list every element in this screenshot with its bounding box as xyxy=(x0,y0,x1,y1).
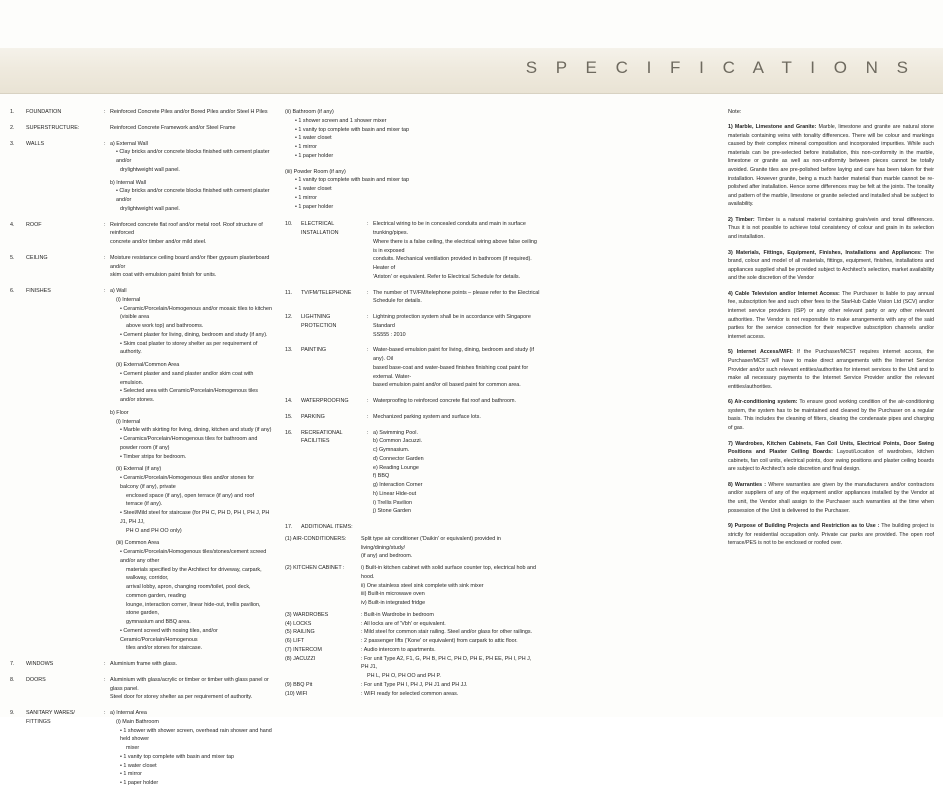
note-heading: 7) Wardrobes, Kitchen Cabinets, Fan Coil Units, Electrical Points, Door Swing Positions and Plaster Ceiling Boards: xyxy=(728,440,934,456)
item-label: TV/FM/TELEPHONE xyxy=(301,289,352,296)
detail-line: based base-coat and water-based finishes finishing coat paint for external. Water- xyxy=(373,364,529,380)
note-air-conditioning-system xyxy=(728,398,934,432)
note-marble-limestone-granite xyxy=(728,123,934,209)
detail-line: • Ceramic/Porcelain/Homogenous tiles/stones/cement screed and/or any other xyxy=(120,549,267,564)
additional-item-air-conditioners xyxy=(285,535,540,561)
detail-line: skim coat with emulsion paint finish for units. xyxy=(110,272,217,279)
detail-line: • Steel/Mild steel for staircase (for PH C, PH D, PH I, PH J, PH J1, PH JJ, xyxy=(120,510,270,525)
spec-item-recreational-facilities xyxy=(285,429,540,517)
block-title: (ii) Bathroom (if any) xyxy=(285,109,334,115)
item-body: Aluminium frame with glass. xyxy=(110,661,178,667)
note-warranties xyxy=(728,481,934,515)
spec-item-additional-items xyxy=(285,523,540,532)
value-line: : For unit Type A2, F1, G, PH B, PH C, PH D, PH E, PH EE, PH I, PH J, PH J1, xyxy=(361,655,532,671)
item-number: 10. xyxy=(285,221,293,228)
detail-line: enclosed space (if any), open terrace (if any) and roof terrace (if any). xyxy=(126,492,254,508)
value-extra-line: iv) Built-in integrated fridge xyxy=(361,600,426,606)
item-number: 12. xyxy=(285,314,293,320)
detail-line: Schedule for details. xyxy=(373,298,422,305)
additional-item-key: (8) JACUZZI xyxy=(285,655,316,662)
spec-item-tv-fm-telephone xyxy=(285,289,540,307)
item-body: Waterproofing to reinforced concrete flat roof and bathroom. xyxy=(373,398,517,404)
additional-item-key: (4) LOCKS xyxy=(285,620,312,627)
item-body-first-line: a) Swimming Pool. xyxy=(373,429,418,436)
additional-item-key: (3) WARDROBES xyxy=(285,611,329,618)
item-colon: : xyxy=(367,221,369,228)
item-number: 17. xyxy=(285,524,293,530)
item-body-first-line: Lightning protection system shall be in accordance with Singapore Standard xyxy=(373,314,531,329)
additional-item-wifi xyxy=(285,690,540,699)
detail-line: • 1 paper holder xyxy=(295,203,334,210)
header-rule-bottom xyxy=(0,93,943,94)
item-colon: : xyxy=(367,429,369,436)
detail-line: materials specified by the Architect for driveway, carpark, walkway, corridor, xyxy=(126,566,262,582)
item-colon: : xyxy=(367,347,369,354)
item-label: DOORS xyxy=(26,676,46,683)
value-extra-line: iii) Built-in microwave oven xyxy=(361,591,425,598)
item-body-first-line: a) Wall xyxy=(110,288,127,294)
detail-line: • 1 shower with shower screen, overhead rain shower and hand held shower xyxy=(120,727,272,743)
item-number: 14. xyxy=(285,398,293,404)
item-body-first-line: a) External Wall xyxy=(110,140,148,147)
item-label: CEILING xyxy=(26,254,48,261)
additional-item-key: (1) AIR-CONDITIONERS: xyxy=(285,535,347,542)
detail-line: conduits. Mechanical ventilation provided in bathroom (if required). Heater of xyxy=(373,256,532,271)
detail-line: (i) Internal xyxy=(116,296,141,303)
detail-line: c) Gymnasium. xyxy=(373,447,410,453)
item-label xyxy=(301,429,367,447)
spec-item-parking xyxy=(285,413,540,422)
item-colon: : xyxy=(104,288,106,294)
additional-item-key: (9) BBQ Pit xyxy=(285,681,313,688)
detail-line: f) BBQ xyxy=(373,473,390,480)
note-text: Where warranties are given by the manufacturers and/or contractors and/or suppliers of any of the equipment and/or appliances installed by the Vendor at the unit, the Vendor shall assign to the Purchaser such warranties at the time when possession of the Unit is delivered to the Purchaser. xyxy=(728,481,934,514)
additional-item-intercom xyxy=(285,646,540,655)
spec-item-waterproofing xyxy=(285,397,540,406)
detail-line: g) Interaction Corner xyxy=(373,482,423,488)
spec-item-walls xyxy=(10,140,272,214)
additional-item-value xyxy=(361,564,540,608)
item-colon: : xyxy=(104,676,106,683)
detail-line: mixer xyxy=(126,745,140,751)
column-one xyxy=(10,108,272,795)
additional-item-value: : All locks are of 'Vbh' or equivalent. xyxy=(361,620,446,627)
item-body xyxy=(110,287,272,653)
item-label: PAINTING xyxy=(301,347,327,354)
item-number: 8. xyxy=(10,676,15,683)
detail-line: j) Stone Garden xyxy=(373,508,412,515)
bathroom-block xyxy=(285,108,540,161)
item-label xyxy=(26,709,104,727)
item-body xyxy=(373,346,540,390)
item-colon: : xyxy=(104,661,106,667)
detail-line: Where there is a false ceiling, the electrical wiring above false ceiling is in exposed xyxy=(373,238,537,254)
spec-item-sanitary-wares xyxy=(10,709,272,788)
item-body-first-line: a) Internal Area xyxy=(110,710,147,716)
detail-line: drylightweight wall panel. xyxy=(120,166,180,173)
item-number: 1. xyxy=(10,109,15,115)
detail-line: based emulsion paint and/or oil based paint for common area. xyxy=(373,382,521,389)
item-body: Reinforced Concrete Framework and/or Steel Frame xyxy=(110,124,236,131)
note-heading: 4) Cable Television and/or Internet Access: xyxy=(728,290,840,297)
item-colon: : xyxy=(104,254,106,261)
detail-line: i) Trellis Pavilion xyxy=(373,499,412,506)
note-heading: 3) Materials, Fittings, Equipment, Finishes, Installations and Appliances: xyxy=(728,249,922,256)
note-text: The brand, colour and model of all materials, fittings, equipment, finishes, installations and appliances supplied shall be provided subject to Architect's selection, market availability and the sole discretion of the Vendor xyxy=(728,249,934,282)
item-label: WALLS xyxy=(26,140,45,147)
item-body xyxy=(110,709,272,788)
detail-line: arrival lobby, apron, changing room/toilet, pool deck, common garden, reading xyxy=(126,584,251,599)
item-number: 13. xyxy=(285,347,293,354)
note-text: Layout/Location of wardrobes, kitchen cabinets, fan coil units, electrical points, door swing positions and plaster ceiling boards are subject to Architect's sole discretion and final design. xyxy=(728,449,934,473)
detail-line: (iii) Common Area xyxy=(116,540,160,547)
detail-line: • 1 vanity top complete with basin and mixer tap xyxy=(120,753,234,760)
note-wardrobes-cabinets xyxy=(728,440,934,474)
detail-line: • Skim coat plaster to storey shelter as per requirement of authority. xyxy=(120,340,258,356)
note-purpose-restriction xyxy=(728,522,934,548)
item-label-line1: LIGHTNING xyxy=(301,314,331,320)
item-body xyxy=(110,221,272,247)
item-number: 9. xyxy=(10,710,15,716)
detail-line: b) Internal Wall xyxy=(110,179,147,186)
note-heading: 6) Air-conditioning system: xyxy=(728,399,798,406)
additional-item-value: : Audio intercom to apartments. xyxy=(361,646,436,653)
spec-item-doors xyxy=(10,676,272,702)
additional-item-railing xyxy=(285,628,540,637)
item-body xyxy=(110,254,272,280)
detail-line: • 1 water closet xyxy=(295,135,332,142)
item-label xyxy=(301,220,367,238)
item-body xyxy=(373,289,540,307)
note-text: Timber is a natural material containing grain/vein and tonal differences. Thus it is not possible to achieve total consistency of colour and grain in its selection and installation. xyxy=(728,216,935,240)
notes-title: Note: xyxy=(728,109,742,115)
additional-item-value: : Built-in Wardrobe in bedroom xyxy=(361,611,434,618)
item-body xyxy=(373,313,540,339)
item-body xyxy=(110,676,272,702)
detail-line: • Clay bricks and/or concrete blocks finished with cement plaster and/or xyxy=(116,188,270,203)
spec-item-painting xyxy=(285,346,540,390)
additional-item-key: (2) KITCHEN CABINET : xyxy=(285,565,345,571)
detail-line: • 1 water closet xyxy=(295,186,332,192)
item-body-first-line: Electrical wiring to be in concealed conduits and main in surface trunking/pipes. xyxy=(373,221,526,236)
note-materials-fittings xyxy=(728,249,934,283)
item-body: Mechanized parking system and surface lots. xyxy=(373,413,481,420)
detail-line: 'Ariston' or equivalent. Refer to Electrical Schedule for details. xyxy=(373,273,521,280)
item-label-line2: FACILITIES xyxy=(301,438,330,445)
item-label: FOUNDATION xyxy=(26,109,62,115)
item-body-first-line: Moisture resistance ceiling board and/or fiber gypsum plasterboard and/or xyxy=(110,254,270,270)
item-number: 11. xyxy=(285,289,293,296)
detail-line: above work top) and bathrooms. xyxy=(126,323,204,329)
item-number: 7. xyxy=(10,661,15,667)
note-heading: 8) Warranties : xyxy=(728,481,767,488)
detail-line: (i) Internal xyxy=(116,418,141,425)
additional-items-list xyxy=(285,535,540,699)
item-colon: : xyxy=(104,140,106,147)
item-colon: : xyxy=(104,710,106,716)
note-timber xyxy=(728,216,934,242)
detail-line: • Ceramic/Porcelain/Homogenous tiles and/or stones for balcony (if any), private xyxy=(120,475,255,490)
detail-line: Steel door for storey shelter as per requirement of authority. xyxy=(110,694,253,701)
detail-line: h) Linear Hide-out xyxy=(373,490,417,497)
value-extra-line: PH L, PH O, PH OO and PH P. xyxy=(367,673,441,679)
column-two xyxy=(285,108,540,698)
item-label-line2: INSTALLATION xyxy=(301,230,339,236)
note-cable-television-internet xyxy=(728,290,934,341)
spec-item-superstructure xyxy=(10,124,272,133)
note-heading: 2) Timber: xyxy=(728,216,755,223)
detail-line: • 1 mirror xyxy=(120,771,142,778)
detail-line: lounge, interaction corner, linear hide-out, trellis pavilion, stone garden, xyxy=(126,601,261,617)
item-colon: : xyxy=(104,221,106,228)
detail-line: PH O and PH OO only) xyxy=(126,527,182,534)
detail-line: b) Floor xyxy=(110,409,129,416)
note-heading: 1) Marble, Limestone and Granite: xyxy=(728,124,817,131)
additional-item-key: (5) RAILING xyxy=(285,629,315,636)
detail-line: • Cement plaster for living, dining, bedroom and study (if any). xyxy=(120,331,268,338)
detail-line: • Marble with skirting for living, dining, kitchen and study (if any) xyxy=(120,427,272,434)
item-body xyxy=(110,140,272,214)
detail-line: • 1 paper holder xyxy=(120,780,159,786)
additional-item-bbq-pit xyxy=(285,681,540,690)
item-label: ADDITIONAL ITEMS: xyxy=(301,524,353,530)
spec-item-finishes xyxy=(10,287,272,653)
detail-line: • Timber strips for bedroom. xyxy=(120,453,187,460)
detail-line: drylightweight wall panel. xyxy=(120,205,180,212)
detail-line: tiles and/or stones for staircase. xyxy=(126,645,203,652)
additional-item-jacuzzi xyxy=(285,655,540,681)
item-number: 16. xyxy=(285,429,293,436)
note-internet-access-wifi xyxy=(728,348,934,391)
item-label-line1: SANITARY WARES/ xyxy=(26,710,75,716)
detail-line: • Ceramics/Porcelain/Homogenous tiles for bathroom and powder room (if any) xyxy=(120,436,258,451)
spec-item-roof xyxy=(10,221,272,247)
item-body xyxy=(373,220,540,281)
spec-item-lightning-protection xyxy=(285,313,540,339)
additional-item-value xyxy=(361,655,540,681)
item-body: Reinforced Concrete Piles and/or Bored Piles and/or Steel H Piles xyxy=(110,109,268,115)
detail-line: (ii) External/Common Area xyxy=(116,362,180,368)
additional-item-value: : WIFI ready for selected common areas. xyxy=(361,690,459,697)
item-label-line2: FITTINGS xyxy=(26,718,51,725)
detail-line: d) Connector Garden xyxy=(373,455,424,462)
item-label xyxy=(301,313,367,331)
item-body-first-line: The number of TV/FM/telephone points – please refer to the Electrical xyxy=(373,289,540,296)
detail-line: gymnasium and BBQ area. xyxy=(126,619,191,625)
detail-line: concrete and/or timber and/or mild steel. xyxy=(110,239,207,245)
detail-line: • 1 water closet xyxy=(120,762,157,769)
item-label-line2: PROTECTION xyxy=(301,322,337,329)
detail-line: • 1 paper holder xyxy=(295,152,334,159)
item-number: 6. xyxy=(10,288,15,294)
detail-line: e) Reading Lounge xyxy=(373,464,419,471)
additional-item-key: (6) LIFT xyxy=(285,638,305,644)
item-label: SUPERSTRUCTURE: xyxy=(26,124,80,131)
note-text: Marble, limestone and granite are natural stone materials containing veins with tonality differences. There will be colour and markings caused by their complex mineral composition and incorporated impurities. While such materials can be pre-selected before installation, this non-conformity in the marble, limestone or granite as well as non-uniformity between pieces cannot be totally avoided. Granite tiles are pre-polished before laying and care has been taken for their installation. However granite, being a much harder material than marble cannot be re-polished after installation. Hence some differences may be felt at the joints. The tonality and pattern of the marble, limestone or granite selected and installed shall be subject to availability. xyxy=(728,124,934,208)
item-body-first-line: Reinforced concrete flat roof and/or metal roof. Roof structure of reinforced xyxy=(110,221,263,237)
additional-item-kitchen-cabinet xyxy=(285,564,540,608)
item-colon: : xyxy=(104,109,106,115)
item-colon: : xyxy=(367,398,369,404)
detail-line: • 1 vanity top complete with basin and mixer tap xyxy=(295,126,409,133)
additional-item-value: : For unit Type PH I, PH J, PH J1 and PH JJ. xyxy=(361,681,468,688)
item-body-first-line: Water-based emulsion paint for living, dining, bedroom and study (if any). Oil xyxy=(373,347,535,362)
detail-line: • 1 mirror xyxy=(295,194,317,201)
item-number: 5. xyxy=(10,254,15,261)
additional-item-wardrobes xyxy=(285,611,540,620)
item-number: 15. xyxy=(285,413,293,420)
detail-line: • Clay bricks and/or concrete blocks finished with cement plaster and/or xyxy=(116,149,270,164)
value-extra-line: (if any) and bedroom. xyxy=(361,553,413,560)
detail-line: • 1 mirror xyxy=(295,144,317,150)
item-number: 4. xyxy=(10,221,15,228)
item-label: WINDOWS xyxy=(26,661,54,667)
item-number: 2. xyxy=(10,124,15,131)
item-colon: : xyxy=(367,289,369,296)
value-extra-line: ii) One stainless steel sink complete with sink mixer xyxy=(361,582,484,589)
item-colon: : xyxy=(367,314,369,320)
value-line: i) Built-in kitchen cabinet with solid surface counter top, electrical hob and hood. xyxy=(361,565,536,580)
item-colon: : xyxy=(367,413,369,420)
additional-item-value xyxy=(361,535,540,561)
detail-line: • 1 shower screen and 1 shower mixer xyxy=(295,117,387,124)
notes-column xyxy=(728,108,934,555)
note-text: The building project is strictly for residential occupation only. Private car parks are provided. The open roof terrace/PES is not to be enclosed or roofed over. xyxy=(728,523,934,547)
note-heading: 9) Purpose of Building Projects and Restriction as to Use : xyxy=(728,523,880,530)
additional-item-key: (7) INTERCOM xyxy=(285,646,322,653)
additional-item-lift xyxy=(285,637,540,646)
note-text: The Purchaser is liable to pay annual fee, subscription fee and such other fees to the StarHub Cable Vision Ltd (SCV) and/or internet service providers (ISP) or any other relevant party or any other relevant authorities. The Vendor is not responsible to make arrangements with any of the said parties for the service connection for their respective subscription channels and/or internet access. xyxy=(728,290,934,340)
item-label: ROOF xyxy=(26,221,42,228)
detail-line: • Cement screed with nosing tiles, and/or Ceramic/Porcelain/Homogenous xyxy=(120,627,218,643)
spec-item-electrical-installation xyxy=(285,220,540,281)
detail-line: SS555 : 2010 xyxy=(373,331,406,338)
additional-item-value: : Mild steel for common stair railing. Steel and/or glass for other railings. xyxy=(361,629,533,636)
page-title: S P E C I F I C A T I O N S xyxy=(525,58,915,77)
item-label: WATERPROOFING xyxy=(301,398,349,404)
detail-line: b) Common Jacuzzi. xyxy=(373,438,423,445)
powder-room-block xyxy=(285,168,540,212)
item-body-first-line: Aluminium with glass/acrylic or timber or timber with glass panel or glass panel. xyxy=(110,676,269,692)
item-label: PARKING xyxy=(301,413,325,420)
detail-line: • Selected area with Ceramic/Porcelain/Homogenous tiles and/or stones. xyxy=(120,388,258,403)
spec-item-ceiling xyxy=(10,254,272,280)
spec-item-windows xyxy=(10,660,272,669)
note-heading: 5) Internet Access/WIFI: xyxy=(728,349,793,356)
item-label: FINISHES xyxy=(26,288,51,294)
value-line: Split type air conditioner ('Daikin' or equivalent) provided in living/dining/study/ xyxy=(361,535,501,551)
block-title: (iii) Powder Room (if any) xyxy=(285,168,346,175)
item-label-line1: RECREATIONAL xyxy=(301,429,343,436)
note-text: If the Purchaser/MCST requires internet access, the Purchaser/MCST will have to make direct arrangements with the Internet Service Provider and/or such relevant entities/authorities for internet services to the Unit and to make all necessary payments to the Internet Service Provider and/or the relevant entities/authorities. xyxy=(728,349,934,390)
detail-line: (ii) External (if any) xyxy=(116,466,162,473)
item-body xyxy=(373,429,540,517)
item-number: 3. xyxy=(10,140,15,147)
additional-item-locks xyxy=(285,620,540,629)
detail-line: • Cement plaster and sand plaster and/or skim coat with emulsion. xyxy=(120,370,254,386)
item-label-line1: ELECTRICAL xyxy=(301,221,335,228)
detail-line: (i) Main Bathroom xyxy=(116,718,159,725)
additional-item-key: (10) WIFI xyxy=(285,690,308,697)
detail-line: • 1 vanity top complete with basin and mixer tap xyxy=(295,177,409,184)
note-text: To ensure good working condition of the air-conditioning system, the system has to be maintained and cleaned by the Purchaser on a regular basis. This includes the cleaning of filters, clearing the condensate pipes and charging of gas. xyxy=(728,399,934,431)
spec-item-foundation xyxy=(10,108,272,117)
detail-line: • Ceramic/Porcelain/Homogenous and/or mosaic tiles to kitchen (visible area xyxy=(120,305,272,321)
additional-item-value: : 2 passenger lifts ('Kone' or equivalent) from carpark to attic floor. xyxy=(361,638,518,644)
